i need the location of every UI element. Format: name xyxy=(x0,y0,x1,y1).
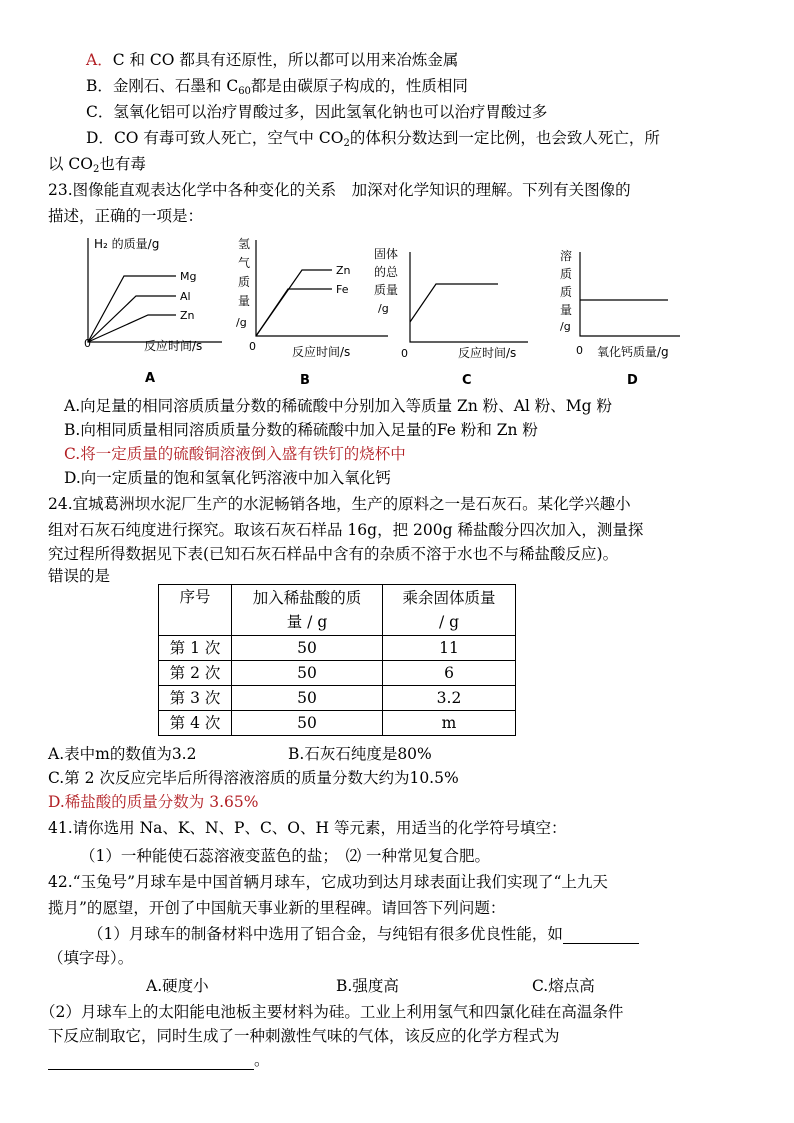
q41-stem: 41.请你选用 Na、K、N、P、C、O、H 等元素，用适当的化学符号填空： xyxy=(48,819,567,837)
q22-option-c xyxy=(86,102,547,122)
q23-option-b: B.向相同质量相同溶质质量分数的稀硫酸中加入足量的Fe 粉和 Zn 粉 xyxy=(64,421,538,439)
graph-b-letter: B xyxy=(300,373,310,388)
q22-option-d-line2-text: 以 CO xyxy=(48,155,93,173)
q42-stem-line1: 42.“玉兔号”月球车是中国首辆月球车，它成功到达月球表面让我们实现了“上九天 xyxy=(48,873,608,891)
q42-part2-line1: （2）月球车上的太阳能电池板主要材料为硅。工业上利用氢气和四氯化硅在高温条件 xyxy=(40,1003,624,1021)
q24-stem-line3: 究过程所得数据见下表(已知石灰石样品中含有的杂质不溶于水也不与稀盐酸反应)。 xyxy=(48,545,619,563)
graph-b-y-char-1: 氢 xyxy=(238,237,251,251)
graph-d-y-unit: /g xyxy=(560,320,571,333)
q22-option-a-text: C 和 CO 都具有还原性，所以都可以用来冶炼金属 xyxy=(112,51,459,69)
table-row xyxy=(159,711,516,736)
q24-stem-line2: 组对石灰石纯度进行探究。取该石灰石样品 16g，把 200g 稀盐酸分四次加入，测量探 xyxy=(48,521,644,539)
table-cell-index: 第 2 次 xyxy=(159,661,232,686)
q42-part1 xyxy=(88,924,639,944)
graph-c-y-line-3: 质量 xyxy=(374,283,399,297)
q22-option-b-subscript: 60 xyxy=(238,86,251,97)
graph-c-x-label: 反应时间/s xyxy=(458,346,517,360)
q24-option-b: B.石灰石纯度是80% xyxy=(288,745,432,763)
q24-stem-line1: 24.宜城葛洲坝水泥厂生产的水泥畅销各地，生产的原料之一是石灰石。某化学兴趣小 xyxy=(48,495,631,513)
q22-option-d-text-2: 的体积分数达到一定比例，也会致人死亡，所 xyxy=(349,129,660,147)
q24-option-a: A.表中m的数值为3.2 xyxy=(48,745,197,763)
table-header-index-text: 序号 xyxy=(179,588,211,606)
graph-d-origin: 0 xyxy=(576,344,583,357)
graph-d-x-label: 氧化钙质量/g xyxy=(597,345,669,359)
graph-b-axes xyxy=(256,240,388,336)
graph-c-letter: C xyxy=(462,373,472,388)
q22-option-b xyxy=(86,76,468,102)
graph-d-axes xyxy=(580,252,680,336)
q22-option-d-letter: D． xyxy=(86,129,114,147)
q42-option-b: B.强度高 xyxy=(336,977,399,995)
q22-option-a-letter: A． xyxy=(86,51,113,69)
graph-a-label-zn: Zn xyxy=(180,309,195,322)
q42-part1-text: （1）月球车的制备材料中选用了铝合金，与纯铝有很多优良性能，如 xyxy=(88,925,563,943)
table-header-row xyxy=(159,585,516,636)
table-header-index xyxy=(159,585,232,636)
q22-option-b-text: 金刚石、石墨和 C xyxy=(112,77,239,95)
q22-option-b-text-2: 都是由碳原子构成的，性质相同 xyxy=(250,77,468,95)
table-cell-solid: 6 xyxy=(383,661,516,686)
graph-b-y-unit: /g xyxy=(236,316,247,329)
q23-option-d: D.向一定质量的饱和氢氧化钙溶液中加入氧化钙 xyxy=(64,469,391,487)
q42-part1-answer-blank[interactable] xyxy=(563,927,639,944)
q22-option-c-letter: C． xyxy=(86,103,114,121)
table-cell-index: 第 3 次 xyxy=(159,686,232,711)
table-header-added-acid xyxy=(232,585,383,636)
q22-option-b-letter: B． xyxy=(86,77,113,95)
q42-option-c: C.熔点高 xyxy=(532,977,595,995)
graph-d-y-char-3: 质 xyxy=(560,285,573,299)
graph-a-label-mg: Mg xyxy=(180,270,197,283)
q22-option-c-text: 氢氧化铝可以治疗胃酸过多，因此氢氧化钠也可以治疗胃酸过多 xyxy=(113,103,548,121)
graph-b-y-char-2: 气 xyxy=(238,256,251,270)
graph-a-origin: 0 xyxy=(84,337,91,350)
graph-c-line xyxy=(410,284,498,322)
q22-option-d-line2-subscript: 2 xyxy=(93,164,100,175)
table-cell-acid: 50 xyxy=(232,636,383,661)
q23-option-c: C.将一定质量的硫酸铜溶液倒入盛有铁钉的烧杯中 xyxy=(64,445,406,463)
q24-data-table xyxy=(158,584,516,736)
q23-stem-line1: 23.图像能直观表达化学中各种变化的关系 加深对化学知识的理解。下列有关图像的 xyxy=(48,181,631,199)
q22-option-d-text: CO 有毒可致人死亡，空气中 CO xyxy=(113,129,344,147)
graph-b-y-char-4: 量 xyxy=(238,294,251,308)
graph-a-x-label: 反应时间/s xyxy=(144,339,203,353)
q23-option-a: A.向足量的相同溶质质量分数的稀硫酸中分别加入等质量 Zn 粉、Al 粉、Mg 粉 xyxy=(64,397,613,415)
table-cell-acid: 50 xyxy=(232,686,383,711)
q22-option-d-subscript: 2 xyxy=(343,138,350,149)
q22-option-d xyxy=(86,128,660,154)
table-cell-solid: m xyxy=(383,711,516,736)
table-header-added-acid-line1: 加入稀盐酸的质 xyxy=(252,589,362,607)
table-cell-solid: 11 xyxy=(383,636,516,661)
graph-a-label-al: Al xyxy=(180,290,191,303)
graph-a-letter: A xyxy=(145,371,156,386)
q22-option-d-line2-text-2: 也有毒 xyxy=(99,155,146,173)
q42-part2-line2: 下反应制取它，同时生成了一种刺激性气味的气体，该反应的化学方程式为 xyxy=(48,1027,560,1045)
q24-stem-line4: 错误的是 xyxy=(48,567,111,585)
graph-d-y-char-4: 量 xyxy=(560,303,573,317)
q41-subquestions: （1）一种能使石蕊溶液变蓝色的盐； ⑵ 一种常见复合肥。 xyxy=(80,847,491,865)
q24-option-c: C.第 2 次反应完毕后所得溶液溶质的质量分数大约为10.5% xyxy=(48,769,459,787)
table-cell-acid: 50 xyxy=(232,711,383,736)
q42-option-a: A.硬度小 xyxy=(146,977,209,995)
graph-a-y-title: H₂ 的质量/g xyxy=(94,237,160,251)
table-cell-index: 第 1 次 xyxy=(159,636,232,661)
q22-option-d-continued xyxy=(48,154,146,180)
graph-c-y-line-2: 的总 xyxy=(374,265,399,279)
table-header-added-acid-line2: 量 / g xyxy=(286,613,328,631)
table-row xyxy=(159,661,516,686)
graph-b-label-fe: Fe xyxy=(336,283,349,296)
graph-b-line-zn xyxy=(256,270,332,336)
table-row xyxy=(159,636,516,661)
q42-part1-tail: （填字母）。 xyxy=(48,949,134,967)
q24-option-d: D.稀盐酸的质量分数为 3.65% xyxy=(48,793,259,811)
graph-a-line-mg xyxy=(88,276,176,342)
graph-c-origin: 0 xyxy=(401,347,408,360)
graph-c-y-unit: /g xyxy=(378,302,389,315)
q23-graphs xyxy=(0,226,794,396)
table-cell-index: 第 4 次 xyxy=(159,711,232,736)
table-header-remaining-solid-line1: 乘余固体质量 xyxy=(402,589,496,607)
graph-b-label-zn: Zn xyxy=(336,264,351,277)
q42-stem-line2: 揽月”的愿望，开创了中国航天事业新的里程碑。请回答下列问题： xyxy=(48,899,506,917)
graph-c-y-line-1: 固体 xyxy=(374,247,399,261)
table-cell-solid: 3.2 xyxy=(383,686,516,711)
graph-b-x-label: 反应时间/s xyxy=(292,345,351,359)
graph-d-letter: D xyxy=(627,373,638,388)
q42-part2-answer-blank[interactable] xyxy=(48,1053,254,1070)
table-row xyxy=(159,686,516,711)
table-header-remaining-solid-line2: / g xyxy=(438,613,460,631)
graph-d-y-char-1: 溶 xyxy=(560,249,573,263)
graph-d-y-char-2: 质 xyxy=(560,267,573,281)
graph-a-axes xyxy=(88,238,222,342)
q22-option-a xyxy=(86,50,458,70)
q23-stem-line2: 描述，正确的一项是： xyxy=(48,207,204,225)
q42-part2-end-mark: 。 xyxy=(254,1051,270,1069)
table-header-remaining-solid xyxy=(383,585,516,636)
graph-b-origin: 0 xyxy=(249,340,256,353)
table-cell-acid: 50 xyxy=(232,661,383,686)
q42-part2-answer xyxy=(48,1050,270,1070)
graph-b-line-fe xyxy=(256,289,332,336)
graph-b-y-char-3: 质 xyxy=(238,275,251,289)
